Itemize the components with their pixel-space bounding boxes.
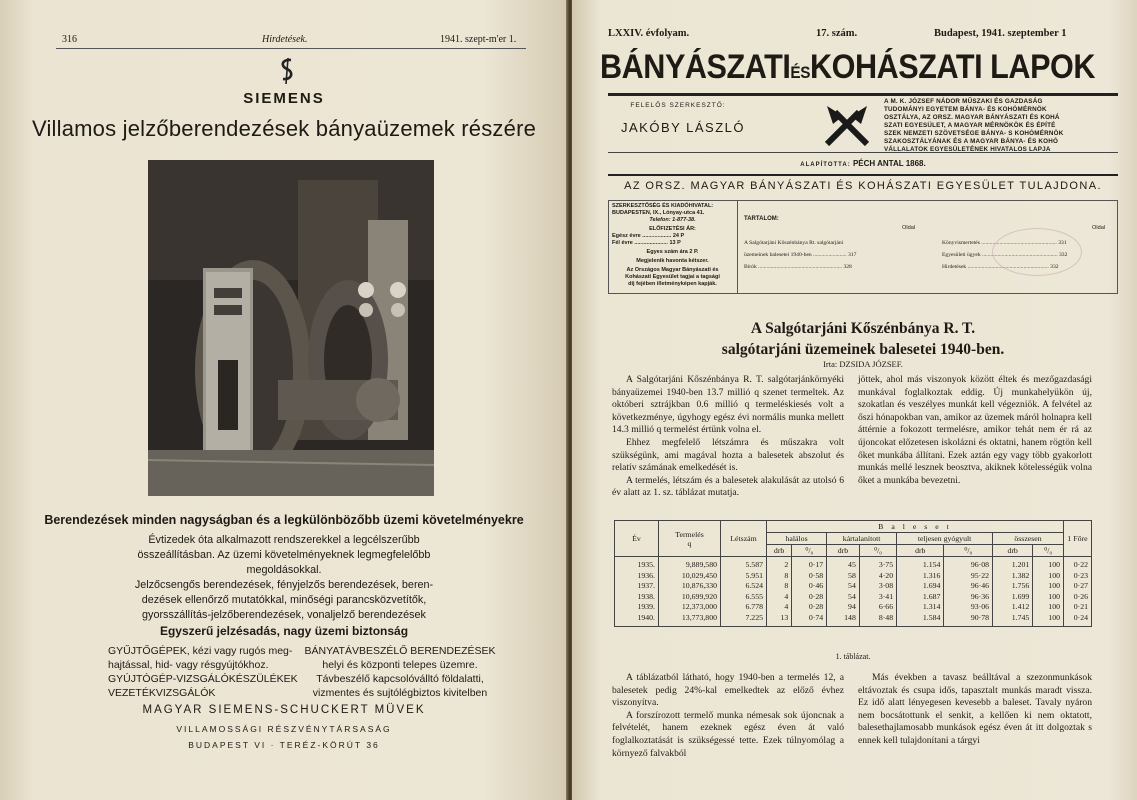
table-cell: 54: [827, 592, 860, 603]
toc-oldal-right: Oldal: [1092, 225, 1106, 231]
table-cell: 0·22: [1064, 557, 1092, 571]
subs-single: Egyes szám ára 2 P.: [646, 249, 699, 255]
ad-paragraph-2: [0, 578, 568, 623]
table-cell: 100: [1033, 581, 1064, 592]
founder-line: [608, 159, 1118, 168]
table-cell: 1939.: [615, 602, 659, 613]
table-cell: 1940.: [615, 613, 659, 627]
table-row: [615, 602, 1092, 613]
left-header-date: 1941. szept-m'er 1.: [440, 34, 517, 45]
ad-right-line: Távbeszélő kapcsolóválltó földalatti,: [316, 673, 484, 685]
ad-p2-line: gyorsszállítás-jelzőberendezések, vonaljelző berendezések: [142, 609, 426, 621]
office-address: BUDAPESTEN, IX., Lónyay-utca 41.: [612, 210, 705, 216]
hammer-pick-icon: [821, 102, 873, 146]
table-cell: 1.201: [993, 557, 1033, 571]
table-cell: 4: [767, 592, 792, 603]
table-cell: 2: [767, 557, 792, 571]
table-cell: 1.687: [897, 592, 944, 603]
table-cell: 100: [1033, 602, 1064, 613]
toc-item-left: Bírók ............................................................ 328: [744, 264, 852, 270]
table-cell: 5.587: [721, 557, 767, 571]
ad-p2-line: dezések ellenőrző mutatókkal, minőségi parancsközvetítők,: [141, 594, 427, 606]
founder-name: PÉCH ANTAL 1868.: [852, 159, 926, 168]
article-paragraph: jöttek, ahol más viszonyok között éltek és mezőgazdasági munkával foglalkoztak eddig. Új munkahelyükön új, szokatlan és veszélyes munkát kell végezniök. A felvétel az őszi hónapokban van, amikor az üzemek máról holnapra kell áttérnie a fokozott termelésre, amikor tehát nem ér rá az újoncokat előzetesen iskolázni és oktatni, hanem rögtön kell őket munkába állítani. Ezek aztán egy vagy több gyakorlott munkás mellé lesznek beosztva, akiknek kötelességük volna őket a munkába bevezetni.: [858, 374, 1092, 486]
table-cell: 58: [827, 571, 860, 582]
ad-right-line: BÁNYATÁVBESZÉLŐ BERENDEZÉSEK: [304, 645, 496, 657]
masthead-part1: BÁNYÁSZATI: [600, 48, 791, 86]
masthead-title: [600, 48, 1096, 87]
table-cell: 96·08: [944, 557, 993, 571]
table-row: [615, 581, 1092, 592]
founder-label: ALAPÍTOTTA:: [800, 162, 851, 168]
right-page: [572, 0, 1137, 800]
ad-paragraph-1: [0, 533, 568, 578]
table-cell: 0·46: [792, 581, 827, 592]
publisher-line: TUDOMÁNYI EGYETEM BÁNYA- ÉS KOHÓMÉRNÖK: [884, 106, 1047, 113]
members-line: Kohászati Egyesület tagjai a tagsági: [625, 274, 720, 280]
ad-p1-line: megoldásokkal.: [246, 564, 322, 576]
table-cell: 9,889,580: [659, 557, 721, 571]
table-cell: 1935.: [615, 557, 659, 571]
ad-address: BUDAPEST VI · TERÉZ-KÖRÚT 36: [188, 740, 380, 750]
article-column-1: [612, 374, 844, 500]
members-line: díj fejében illetményképen kapják.: [628, 281, 717, 287]
subs-frequency: Megjelenik havonta kétszer.: [636, 258, 709, 264]
editor-label: FELELŐS SZERKESZTŐ:: [630, 102, 726, 109]
publisher-line: SZAKOSZTÁLYÁNAK ÉS A MAGYAR BÁNYA- ÉS KOHÓ: [884, 138, 1059, 145]
ad-left-column: [108, 644, 298, 700]
ad-subtitle: Berendezések minden nagyságban és a legkülönbözőbb üzemi követelményekre: [44, 513, 524, 527]
table-caption: 1. táblázat.: [835, 652, 871, 661]
ad-p1-line: összeállításban. Az üzemi követelményeknek legmegfelelőbb: [137, 549, 431, 561]
ad-brand: SIEMENS: [243, 90, 325, 107]
accident-table: [614, 520, 1092, 627]
table-cell: 94: [827, 602, 860, 613]
subscription-box: [608, 200, 738, 294]
publisher-line: OSZTÁLYA, AZ ORSZ. MAGYAR BÁNYÁSZATI ÉS KOHÁ: [884, 114, 1060, 121]
table-cell: 90·78: [944, 613, 993, 627]
table-cell: 8: [767, 581, 792, 592]
table-cell: 6.778: [721, 602, 767, 613]
ad-left-line: VEZETÉKVIZSGÁLÓK: [108, 687, 216, 699]
table-cell: 1.694: [897, 581, 944, 592]
subs-half: Fél évre ...................... 13 P: [612, 240, 681, 246]
table-cell: 6·66: [859, 602, 896, 613]
table-row: [615, 571, 1092, 582]
masthead-rule: [608, 93, 1118, 96]
article-paragraph: A táblázatból látható, hogy 1940-ben a termelés 12, a balesetek pedig 24%-kal emelkedtek az előző évhez viszonyítva.: [612, 672, 844, 709]
accident-table-body: [615, 557, 1092, 627]
th-fatal: halálos: [767, 533, 827, 545]
table-cell: 10,699,920: [659, 592, 721, 603]
table-cell: 100: [1033, 571, 1064, 582]
th-drb: drb: [827, 545, 860, 557]
table-cell: 1938.: [615, 592, 659, 603]
table-cell: 4: [767, 602, 792, 613]
table-cell: 1936.: [615, 571, 659, 582]
table-cell: 6.555: [721, 592, 767, 603]
article-paragraph: Ehhez megfelelő létszámra és műszakra volt szükségünk, ami magával hozta a balesetek abszolut és relatív számának emelkedését is.: [612, 436, 844, 474]
toc-item-left: üzemeinek balesetei 1940-ben ........................ 317: [744, 252, 857, 258]
table-cell: 96·46: [944, 581, 993, 592]
table-cell: 8: [767, 571, 792, 582]
publisher-line: VÁLLALATOK EGYESÜLETÉNEK HIVATALOS LAPJA: [884, 146, 1051, 153]
table-cell: 1.412: [993, 602, 1033, 613]
ad-company-sub: VILLAMOSSÁGI RÉSZVÉNYTÁRSASÁG: [176, 724, 392, 734]
owner-line: AZ ORSZ. MAGYAR BÁNYÁSZATI ÉS KOHÁSZATI EGYESÜLET TULAJDONA.: [624, 180, 1102, 192]
table-cell: 100: [1033, 613, 1064, 627]
ad-company: MAGYAR SIEMENS-SCHUCKERT MÜVEK: [142, 704, 426, 716]
table-cell: 12,373,000: [659, 602, 721, 613]
ad-left-line: GYŰJTŐGÉPEK, kézi vagy rugós meg-: [108, 645, 293, 657]
ad-left-line: hajtással, hid- vagy résgyújtókhoz.: [108, 659, 269, 671]
th-year: Év: [615, 521, 659, 557]
table-cell: 148: [827, 613, 860, 627]
left-header-section: Hirdetések.: [262, 34, 308, 45]
th-per-head: 1 Főre: [1064, 521, 1092, 557]
th-recovered: teljesen gyógyult: [897, 533, 993, 545]
article-title-line2: salgótarjáni üzemeinek balesetei 1940-ben.: [721, 341, 1005, 358]
table-cell: 0·28: [792, 602, 827, 613]
table-cell: 45: [827, 557, 860, 571]
th-headcount: Létszám: [721, 521, 767, 557]
issue-label: 17. szám.: [816, 28, 858, 39]
table-cell: 0·17: [792, 557, 827, 571]
table-cell: 1937.: [615, 581, 659, 592]
table-cell: 4·20: [859, 571, 896, 582]
table-cell: 0·24: [1064, 613, 1092, 627]
th-drb: drb: [993, 545, 1033, 557]
ad-right-line: helyi és központi telepes üzemre.: [322, 659, 478, 671]
article-column-2: [858, 374, 1092, 487]
table-cell: 0·21: [1064, 602, 1092, 613]
owner-rule-top: [608, 174, 1118, 176]
table-cell: 10,029,450: [659, 571, 721, 582]
left-page-number: 316: [62, 34, 77, 45]
table-cell: 0·26: [1064, 592, 1092, 603]
masthead-connector: ÉS: [790, 63, 810, 82]
table-cell: 13: [767, 613, 792, 627]
toc-oldal-left: Oldal: [902, 225, 916, 231]
ad-p2-line: Jelzőcsengős berendezések, fényjelzős berendezések, beren-: [134, 579, 434, 591]
toc-item-right: Hirdetések .......................................................... 332: [942, 264, 1059, 270]
toc-item-right: Könyvismertetés ...................................................... 331: [942, 240, 1067, 246]
article-title-line1: A Salgótarjáni Kőszénbánya R. T.: [750, 320, 976, 337]
table-cell: 0·27: [1064, 581, 1092, 592]
table-cell: 1.699: [993, 592, 1033, 603]
office-title: SZERKESZTŐSÉG ÉS KIADÓHIVATAL:: [612, 203, 714, 209]
siemens-logo-icon: [276, 56, 298, 86]
founder-rule-top: [608, 152, 1118, 153]
publisher-line: SZEK NEMZETI SZÖVETSÉGE BÁNYA- S KOHÓMÉRNÖK: [884, 130, 1064, 137]
table-cell: 10,876,330: [659, 581, 721, 592]
article-paragraph: A Salgótarjáni Kőszénbánya R. T. salgótarjánkörnyéki bányaüzemei 1940-ben 13.7 millió q szenet termeltek. Az októberi sztrájkban 0.6 millió q termeléskiesés volt a következménye, úgyhogy egész évi normális munka mellett 14.3 millió q termelést értünk volna el.: [612, 374, 844, 436]
toc-item-right: Egyesületi ügyek ...................................................... 332: [942, 252, 1068, 258]
table-cell: 1.382: [993, 571, 1033, 582]
table-cell: 1.584: [897, 613, 944, 627]
subs-year: Egész évre ................... 24 P: [612, 233, 685, 239]
table-cell: 6.524: [721, 581, 767, 592]
table-cell: 1.316: [897, 571, 944, 582]
table-row: [615, 613, 1092, 627]
table-cell: 1.154: [897, 557, 944, 571]
table-cell: 93·06: [944, 602, 993, 613]
ad-bold-line: Egyszerű jelzésadás, nagy üzemi biztonság: [159, 624, 409, 638]
issue-date: Budapest, 1941. szeptember 1: [934, 28, 1067, 39]
table-cell: 0·28: [792, 592, 827, 603]
members-line: Az Országos Magyar Bányászati és: [626, 267, 719, 273]
table-cell: 13,773,800: [659, 613, 721, 627]
table-cell: 3·41: [859, 592, 896, 603]
left-page: [0, 0, 568, 800]
library-stamp: [992, 228, 1082, 276]
publisher-line: SZATI EGYESÜLET, A MAGYAR MÉRNÖKÖK ÉS ÉPÍTÉ: [884, 122, 1056, 129]
article-paragraph: A forszírozott termelő munka némesak sok újoncnak a felvételét, hanem ezeknek egész éven át való foglalkoztatását is szükségessé tette. Ezek túlnyomólag a környező falvakból: [612, 709, 844, 759]
volume-label: LXXIV. évfolyam.: [608, 28, 690, 39]
th-accident: B a l e s e t: [767, 521, 1064, 533]
ad-left-line: GYÚJTÓGÉP-VIZSGÁLÓKÉSZÜLÉKEK: [108, 673, 298, 685]
th-pct: ⁰/₀: [859, 545, 896, 557]
table-row: [615, 592, 1092, 603]
publisher-info: [884, 98, 1124, 154]
table-cell: 100: [1033, 557, 1064, 571]
office-phone: Telefon: 1-877-38.: [649, 217, 696, 223]
th-pct: ⁰/₀: [1033, 545, 1064, 557]
table-cell: 5.951: [721, 571, 767, 582]
ad-right-line: vizmentes és sujtólégbiztos kivitelben: [312, 687, 488, 699]
subs-title: ELŐFIZETÉSI ÁR:: [649, 226, 696, 232]
table-cell: 0·74: [792, 613, 827, 627]
table-cell: 96·36: [944, 592, 993, 603]
editor-name: JAKÓBY LÁSZLÓ: [620, 120, 746, 135]
table-cell: 95·22: [944, 571, 993, 582]
ad-right-column: [302, 644, 498, 700]
article-title: [608, 318, 1118, 360]
th-drb: drb: [767, 545, 792, 557]
article-byline: Irta: DZSIDA JÓZSEF.: [823, 359, 903, 369]
table-row: [615, 557, 1092, 571]
table-cell: 1.756: [993, 581, 1033, 592]
table-cell: 0·23: [1064, 571, 1092, 582]
th-drb: drb: [897, 545, 944, 557]
article-column-3: [612, 672, 844, 760]
table-cell: 3·75: [859, 557, 896, 571]
publisher-line: A M. K. JÓZSEF NÁDOR MŰSZAKI ÉS GAZDASÁG: [884, 98, 1043, 105]
ad-title: Villamos jelzőberendezések bányaüzemek részére: [31, 116, 537, 141]
table-cell: 8·48: [859, 613, 896, 627]
table-cell: 1.745: [993, 613, 1033, 627]
toc-item-left: A Salgótarjáni Kőszénbánya Rt. salgótarjáni: [744, 240, 844, 246]
th-total: összesen: [993, 533, 1064, 545]
article-paragraph: A termelés, létszám és a balesetek alakulását az utolsó 6 év alatt az 1. sz. táblázat mutatja.: [612, 474, 844, 499]
table-cell: 7.225: [721, 613, 767, 627]
table-cell: 100: [1033, 592, 1064, 603]
machinery-photo: [148, 160, 434, 496]
left-header-rule: [56, 48, 526, 49]
th-production: Termelés q: [659, 521, 721, 557]
table-cell: 1.314: [897, 602, 944, 613]
toc-title: TARTALOM:: [744, 216, 779, 222]
ad-p1-line: Évtizedek óta alkalmazott rendszerekkel a legcélszerűbb: [148, 534, 420, 546]
th-pct: ⁰/₀: [944, 545, 993, 557]
table-cell: 3·08: [859, 581, 896, 592]
table-cell: 54: [827, 581, 860, 592]
th-compensated: kártalanított: [827, 533, 897, 545]
th-pct: ⁰/₀: [792, 545, 827, 557]
article-paragraph: Más években a tavasz beálltával a szezonmunkások eltávoztak és csupa idős, tapasztalt munkás maradt vissza. Ez idő alatt lényegesen kevesebb a baleset. Tavaly nyáron nem bocsátottunk el senkit, a kellően ki nem oktatott, balesethajlamosabb munkások egész éven át itt dolgoztak s ennek kell tulajdonítani a tárgyi: [858, 672, 1092, 746]
article-column-4: [858, 672, 1092, 748]
table-cell: 0·58: [792, 571, 827, 582]
masthead-part2: KOHÁSZATI LAPOK: [809, 48, 1096, 86]
